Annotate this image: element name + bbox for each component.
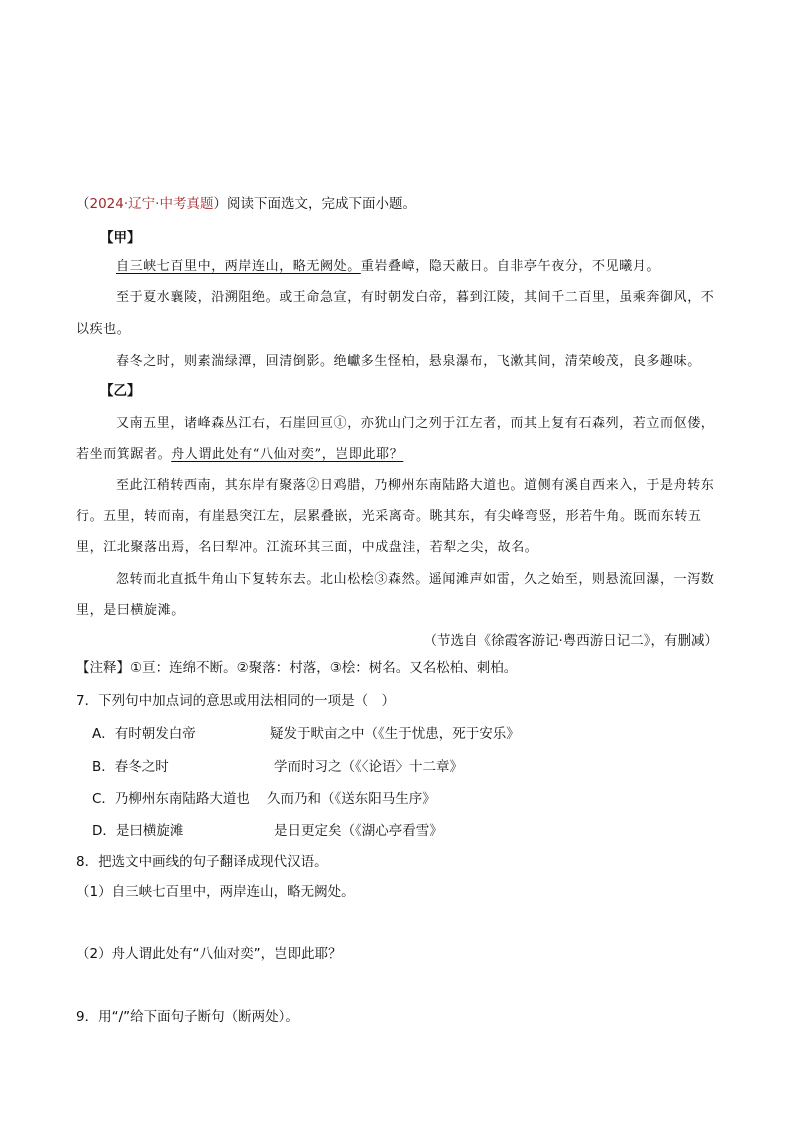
q8-sub-2: （2）舟人谓此处有“八仙对奕”，岂即此耶？ <box>76 946 342 962</box>
q7-option-d-pair: 是日更定矣（《湖心亭看雪》 <box>274 823 443 839</box>
q7-option-a[interactable]: A．有时朝发白帝 <box>92 726 196 742</box>
exam-source-label: 2024·辽宁·中考真题 <box>89 196 214 212</box>
yi-paragraph-1-line-1: 又南五里，诸峰森丛江右，石崖回亘①，亦犹山门之列于江左者，而其上复有石森列，若立而伛偻， <box>116 416 715 431</box>
annotation-notes: 【注释】①亘：连绵不断。②聚落：村落，③桧：树名。又名松柏、刺柏。 <box>76 660 518 676</box>
passage-citation: （节选自《徐霞客游记·粤西游日记二》，有删减） <box>423 633 718 649</box>
passage-yi-heading: 【乙】 <box>100 383 141 399</box>
yi-paragraph-2-line-2: 行。五里，转而南，有崖悬突江左，层累叠嵌，光采离奇。眺其东，有尖峰弯竖，形若牛角。既而东转五 <box>76 509 702 524</box>
yi-underlined-sentence: 舟人谓此处有“八仙对奕”，岂即此耶？ <box>171 447 404 462</box>
jia-underlined-sentence: 自三峡七百里中，两岸连山，略无阙处。 <box>116 259 361 274</box>
q7-option-d[interactable]: D．是曰横旋滩 <box>92 823 184 839</box>
q7-option-b[interactable]: B．春冬之时 <box>92 759 169 775</box>
question-7-stem: 7．下列句中加点词的意思或用法相同的一项是（ ） <box>76 693 396 709</box>
q8-sub-1: （1）自三峡七百里中，两岸连山，略无阙处。 <box>76 884 355 900</box>
source-open-paren: （ <box>76 196 90 212</box>
q7-option-a-pair: 疑发于畎亩之中（《生于忧患，死于安乐》 <box>270 726 520 742</box>
passage-jia-heading: 【甲】 <box>100 230 141 246</box>
yi-paragraph-2-line-1: 至此江稍转西南，其东岸有聚落②日鸡腊，乃柳州东南陆路大道也。道侧有溪自西来入，于是舟转东 <box>116 478 715 493</box>
source-close-paren: ） <box>213 196 227 212</box>
question-intro <box>76 195 416 213</box>
question-8-stem: 8．把选文中画线的句子翻译成现代汉语。 <box>76 854 328 870</box>
yi-paragraph-3-line-1: 忽转而北直抵牛角山下复转东去。北山松桧③森然。遥闻滩声如雷，久之始至，则悬流回瀑，一泻数 <box>116 572 715 587</box>
jia-paragraph-1 <box>116 258 660 276</box>
yi-p1-line2-start: 若坐而箕踞者。 <box>76 447 172 462</box>
q7-option-c[interactable]: C．乃柳州东南陆路大道也 <box>92 791 250 807</box>
q7-option-b-pair: 学而时习之（《〈论语〉十二章》 <box>274 759 463 775</box>
jia-paragraph-2-line-2: 以疾也。 <box>76 322 131 337</box>
jia-p1-rest: 重岩叠嶂，隐天蔽日。自非亭午夜分，不见曦月。 <box>360 259 661 274</box>
yi-paragraph-2-line-3: 里，江北聚落出焉，名曰犁冲。江流环其三面，中成盘洼，若犁之尖，故名。 <box>76 540 539 555</box>
reading-instruction: 阅读下面选文，完成下面小题。 <box>226 196 416 212</box>
question-9-stem: 9．用“/”给下面句子断句（断两处）。 <box>76 1009 299 1025</box>
jia-paragraph-2-line-1: 至于夏水襄陵，沿溯阻绝。或王命急宣，有时朝发白帝，暮到江陵，其间千二百里，虽乘奔御风，不 <box>116 290 715 305</box>
yi-paragraph-3-line-2: 里，是曰横旋滩。 <box>76 603 185 618</box>
q7-option-c-pair: 久而乃和（《送东阳马生序》 <box>267 791 436 807</box>
jia-paragraph-3: 春冬之时，则素湍绿潭，回清倒影。绝巘多生怪柏，悬泉瀑布，飞漱其间，清荣峻茂，良多趣味。 <box>116 354 701 369</box>
yi-paragraph-1-line-2 <box>76 446 403 464</box>
